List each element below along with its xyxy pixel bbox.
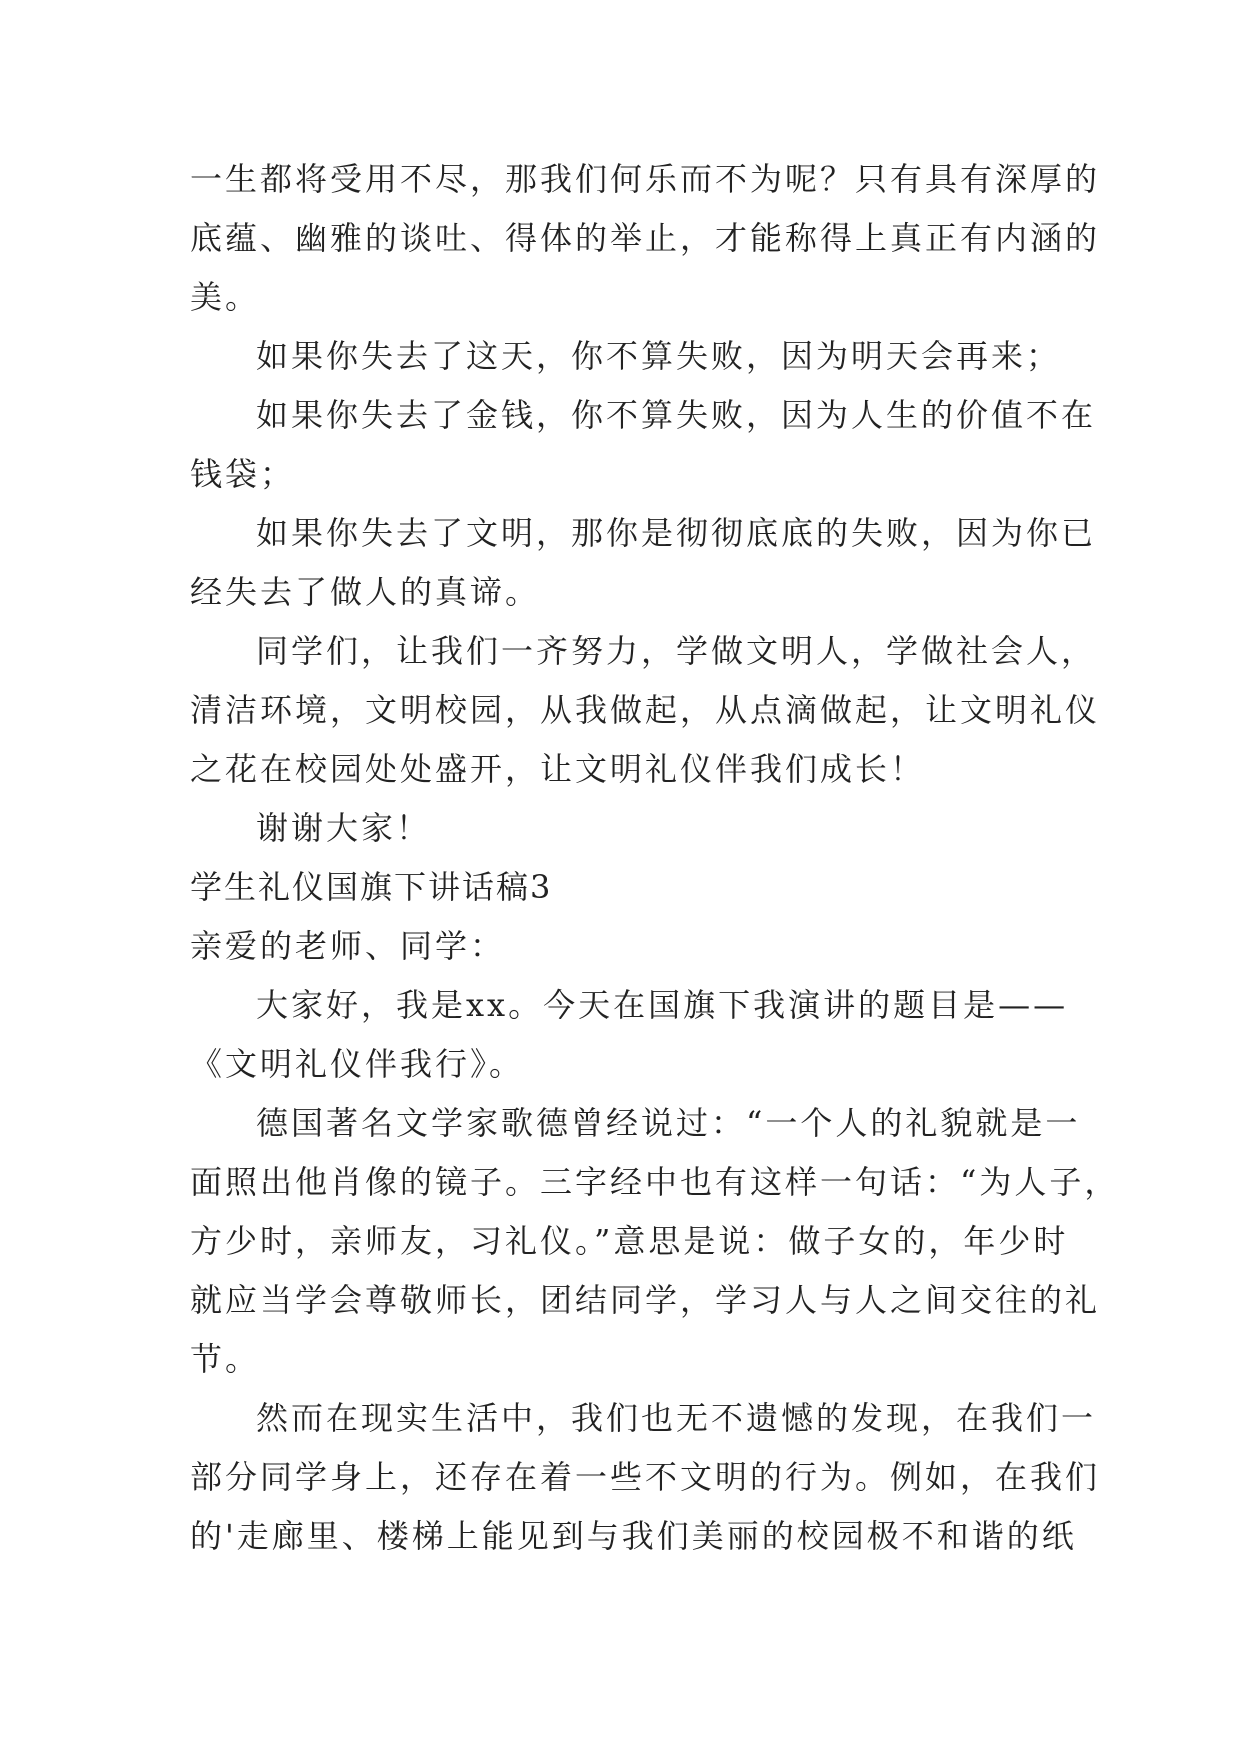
text-line: 经失去了做人的真谛。: [190, 573, 541, 611]
text-line: 《文明礼仪伴我行》。: [190, 1045, 525, 1083]
text-line: 大家好，我是xx。今天在国旗下我演讲的题目是——: [256, 986, 1069, 1024]
text-line: 清洁环境，文明校园，从我做起，从点滴做起，让文明礼仪: [190, 691, 1101, 729]
text-line: 钱袋；: [190, 455, 296, 493]
text-line: 如果你失去了这天，你不算失败，因为明天会再来；: [256, 337, 1062, 375]
text-line: 如果你失去了金钱，你不算失败，因为人生的价值不在: [256, 396, 1097, 434]
salutation: 亲爱的老师、同学：: [190, 927, 506, 965]
text-line: 就应当学会尊敬师长，团结同学，学习人与人之间交往的礼: [190, 1281, 1101, 1319]
text-line: 谢谢大家！: [256, 809, 432, 847]
text-line: 如果你失去了文明，那你是彻彻底底的失败，因为你已: [256, 514, 1097, 552]
text-line: 同学们，让我们一齐努力，学做文明人，学做社会人，: [256, 632, 1097, 670]
text-line: 之花在校园处处盛开，让文明礼仪伴我们成长！: [190, 750, 926, 788]
text-line: 部分同学身上，还存在着一些不文明的行为。例如，在我们: [190, 1458, 1101, 1496]
section-heading: 学生礼仪国旗下讲话稿3: [190, 868, 553, 906]
text-line: 节。: [190, 1340, 261, 1378]
text-line: 方少时，亲师友，习礼仪。”意思是说：做子女的，年少时: [190, 1222, 1069, 1260]
document-body: [190, 150, 1120, 1566]
text-line: 面照出他肖像的镜子。三字经中也有这样一句话：“为人子，: [190, 1163, 1120, 1201]
text-line: 的'走廊里、楼梯上能见到与我们美丽的校园极不和谐的纸: [190, 1517, 1077, 1555]
text-line: 美。: [190, 278, 261, 316]
text-line: 一生都将受用不尽，那我们何乐而不为呢？只有具有深厚的: [190, 160, 1101, 198]
text-line: 德国著名文学家歌德曾经说过：“一个人的礼貌就是一: [256, 1104, 1081, 1142]
text-line: 然而在现实生活中，我们也无不遗憾的发现，在我们一: [256, 1399, 1097, 1437]
text-line: 底蕴、幽雅的谈吐、得体的举止，才能称得上真正有内涵的: [190, 219, 1101, 257]
